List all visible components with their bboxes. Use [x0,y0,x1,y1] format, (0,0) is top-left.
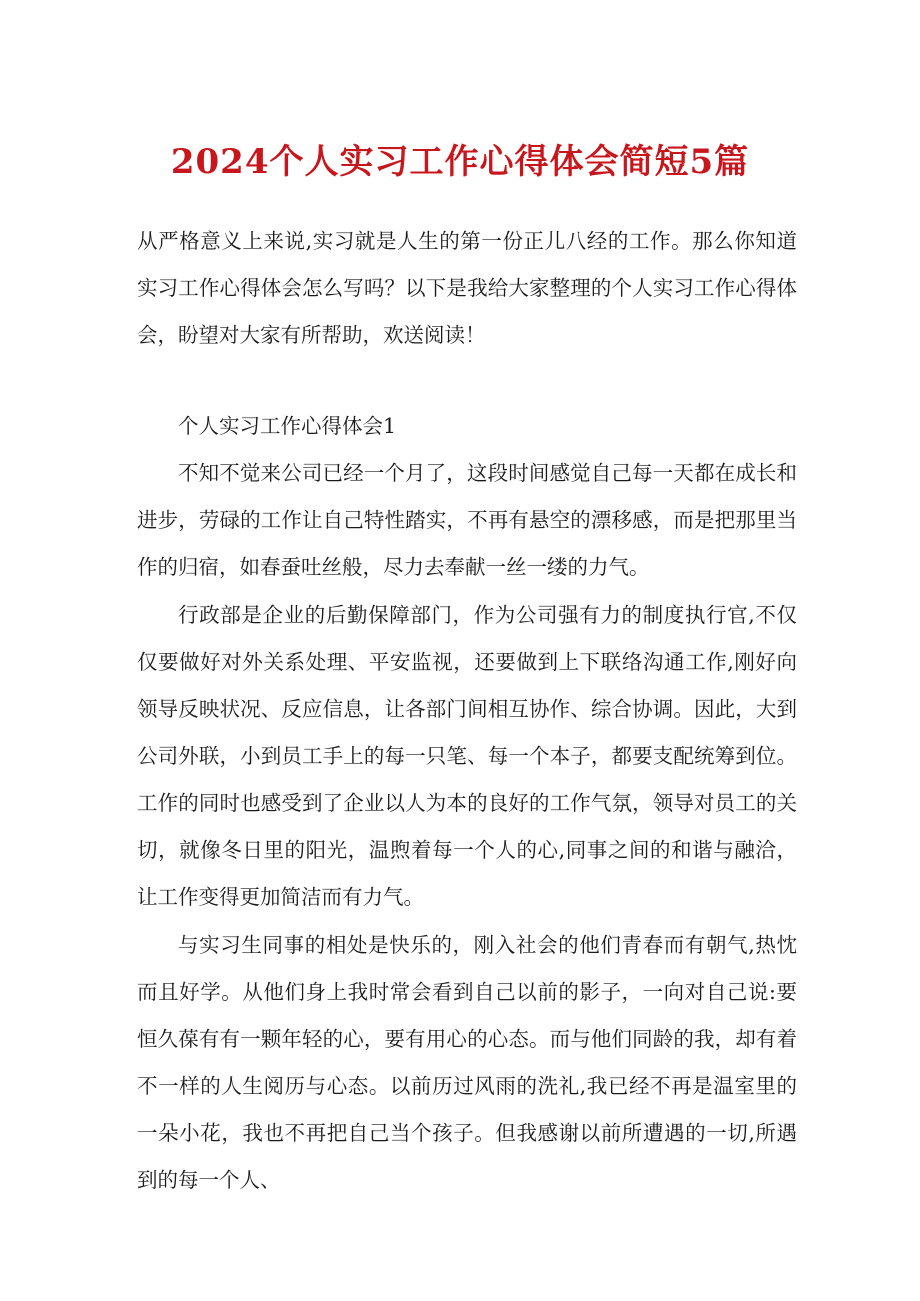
document-title: 2024个人实习工作心得体会简短5篇 [170,142,750,182]
body-paragraph: 与实习生同事的相处是快乐的，刚入社会的他们青春而有朝气,热忱而且好学。从他们身上我时常会看到自己以前的影子，一向对自己说:要恒久葆有有一颗年轻的心，要有用心的心态。而与他们同龄的我，却有着不一样的人生阅历与心态。以前历过风雨的洗礼,我已经不再是温室里的一朵小花，我也不再把自己当个孩子。但我感谢以前所遭遇的一切,所遇到的每一个人、 [137,933,797,1192]
intro-paragraph: 从严格意义上来说,实习就是人生的第一份正儿八经的工作。那么你知道实习工作心得体会怎么写吗？以下是我给大家整理的个人实习工作心得体会，盼望对大家有所帮助，欢送阅读！ [137,229,797,347]
body-paragraph: 不知不觉来公司已经一个月了，这段时间感觉自己每一天都在成长和进步，劳碌的工作让自己特性踏实，不再有悬空的漂移感，而是把那里当作的归宿，如春蚕吐丝般，尽力去奉献一丝一缕的力气。 [137,461,797,579]
body-paragraph: 行政部是企业的后勤保障部门，作为公司强有力的制度执行官,不仅仅要做好对外关系处理、平安监视，还要做到上下联络沟通工作,刚好向领导反映状况、反应信息，让各部门间相互协作、综合协调。因此，大到公司外联，小到员工手上的每一只笔、每一个本子，都要支配统筹到位。工作的同时也感受到了企业以人为本的良好的工作气氛，领导对员工的关切，就像冬日里的阳光，温煦着每一个人的心,同事之间的和谐与融洽，让工作变得更加简洁而有力气。 [137,603,797,909]
section-heading: 个人实习工作心得体会1 [178,414,397,438]
